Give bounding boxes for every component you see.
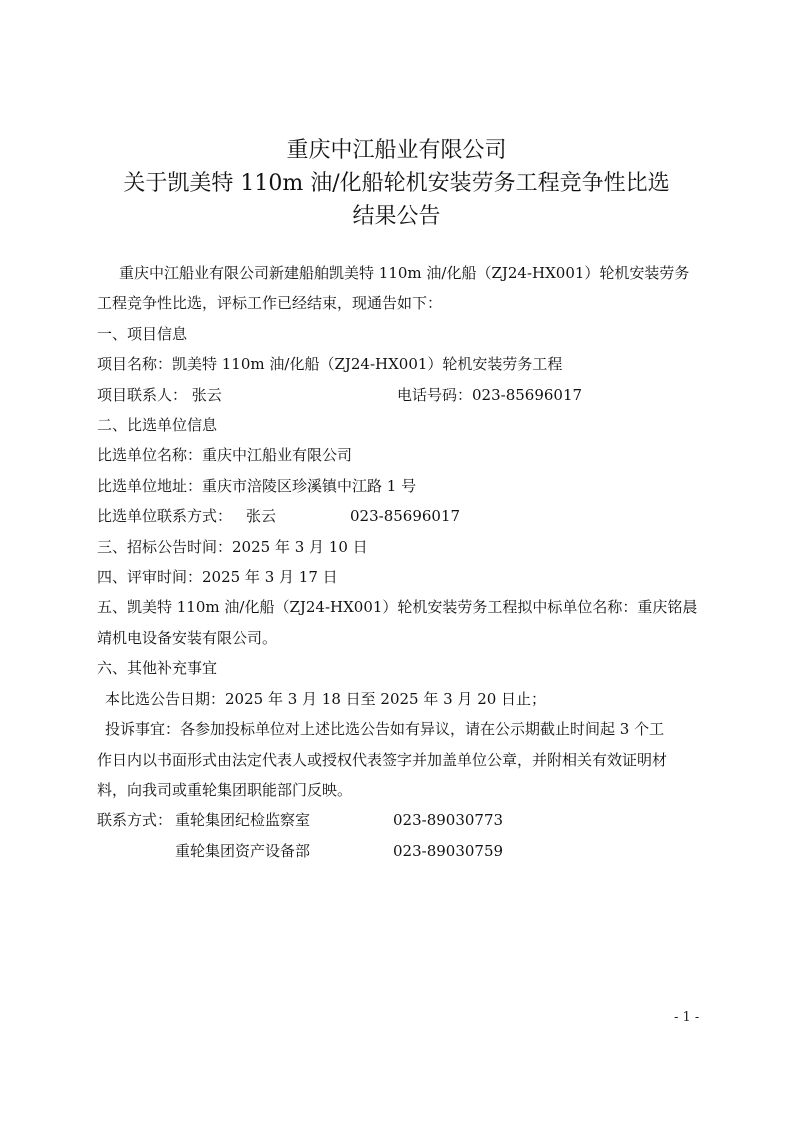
winning-bidder-line-2: 靖机电设备安装有限公司。	[97, 628, 278, 647]
contact-phone: 023-89030773	[393, 811, 504, 830]
contact-row-2	[97, 836, 703, 866]
contact-dept: 重轮集团资产设备部	[175, 841, 311, 860]
unit-contact-name: 张云	[246, 507, 277, 526]
contact-label: 联系方式：	[97, 811, 173, 830]
title-company: 重庆中江船业有限公司	[286, 138, 507, 163]
unit-address: 比选单位地址：重庆市涪陵区珍溪镇中江路 1 号	[97, 476, 417, 495]
contact-phone: 023-89030759	[393, 841, 504, 860]
complaint-line-2: 作日内以书面形式由法定代表人或授权代表签字并加盖单位公章，并附相关有效证明材	[97, 750, 668, 769]
notice-period: 本比选公告日期：2025 年 3 月 18 日至 2025 年 3 月 20 日止；	[105, 689, 547, 708]
review-time: 四、评审时间：2025 年 3 月 17 日	[97, 568, 338, 587]
complaint-line-1: 投诉事宜：各参加投标单位对上述比选公告如有异议，请在公示期截止时间起 3 个工	[105, 720, 665, 739]
page-number: - 1 -	[674, 1010, 700, 1025]
unit-name: 比选单位名称：重庆中江船业有限公司	[97, 446, 353, 465]
contact-row-1	[97, 805, 703, 835]
intro-line-1: 重庆中江船业有限公司新建船舶凯美特 110m 油/化船（ZJ24-HX001）轮机安装劳务	[119, 264, 690, 282]
document-title	[0, 134, 793, 233]
project-phone: 电话号码：023-85696017	[397, 385, 583, 404]
section-project-info-heading: 一、项目信息	[97, 324, 188, 343]
unit-contact-row	[97, 501, 703, 531]
tender-notice-time: 三、招标公告时间：2025 年 3 月 10 日	[97, 537, 368, 556]
project-contact: 项目联系人： 张云	[97, 385, 222, 404]
section-other-heading: 六、其他补充事宜	[97, 659, 218, 678]
complaint-line-3: 料，向我司或重轮集团职能部门反映。	[97, 780, 353, 799]
contact-dept: 重轮集团纪检监察室	[175, 811, 311, 830]
unit-contact-label: 比选单位联系方式：	[97, 507, 233, 526]
title-subject: 关于凯美特 110m 油/化船轮机安装劳务工程竞争性比选	[123, 171, 670, 196]
project-contact-row	[97, 380, 703, 410]
section-unit-info-heading: 二、比选单位信息	[97, 416, 218, 435]
intro-line-2: 工程竞争性比选，评标工作已经结束，现通告如下：	[97, 294, 443, 313]
document-body	[97, 258, 703, 866]
unit-contact-phone: 023-85696017	[350, 507, 461, 526]
project-name: 项目名称：凯美特 110m 油/化船（ZJ24-HX001）轮机安装劳务工程	[97, 355, 563, 374]
winning-bidder-line-1: 五、凯美特 110m 油/化船（ZJ24-HX001）轮机安装劳务工程拟中标单位名称：重庆铭晨	[97, 598, 698, 617]
title-result-notice: 结果公告	[352, 204, 441, 229]
